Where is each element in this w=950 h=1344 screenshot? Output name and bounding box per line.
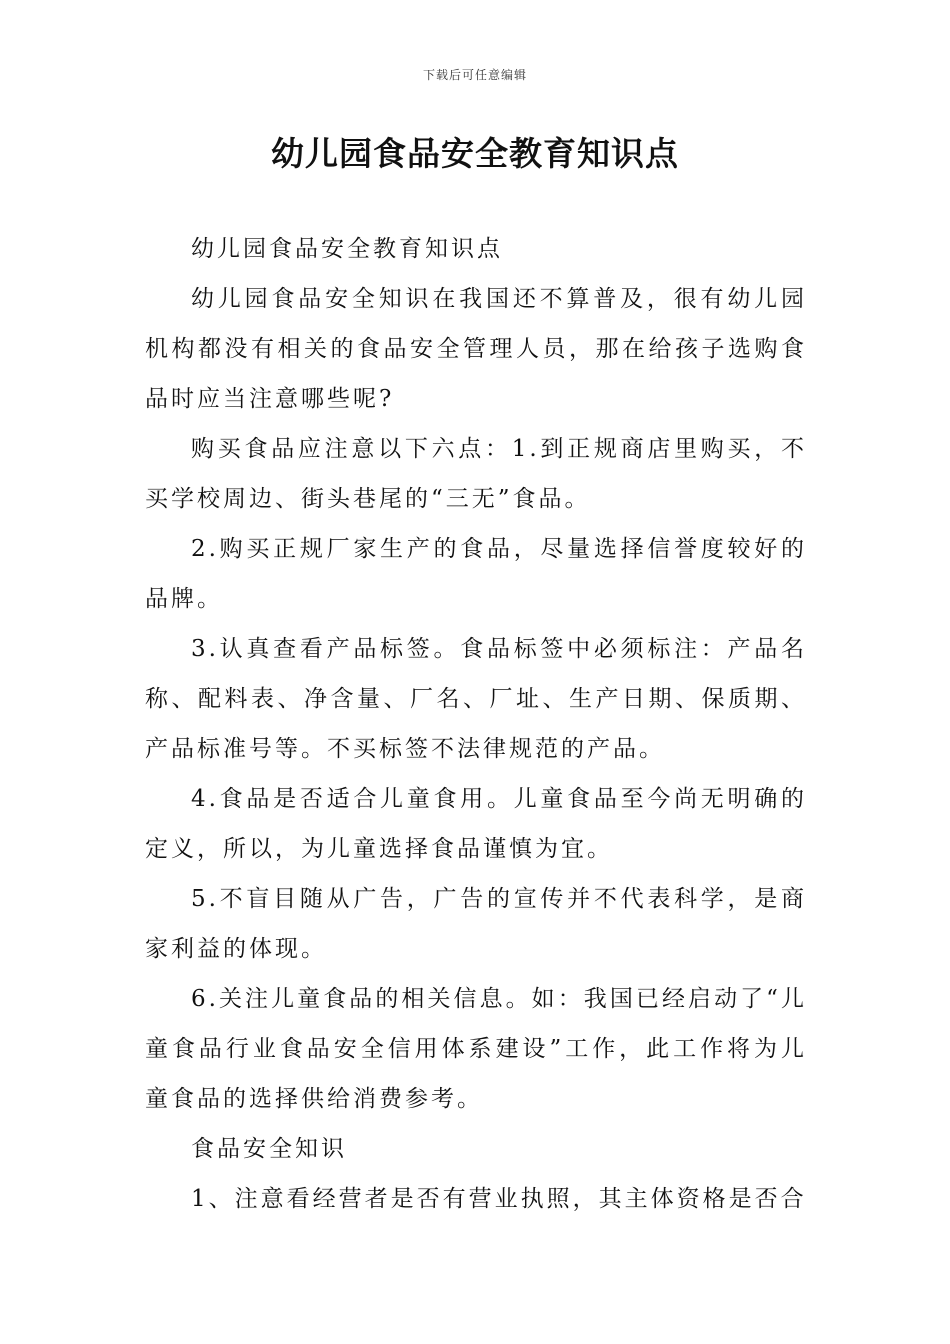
paragraph-tips-5: 5.不盲目随从广告，广告的宣传并不代表科学，是商家利益的体现。 xyxy=(145,886,807,962)
paragraph-tips-2: 2.购买正规厂家生产的食品，尽量选择信誉度较好的品牌。 xyxy=(145,536,807,612)
header-note: 下载后可任意编辑 xyxy=(422,68,527,82)
paragraph-tips-3: 3.认真查看产品标签。食品标签中必须标注：产品名称、配料表、净含量、厂名、厂址、生产日期、保质期、产品标准号等。不买标签不法律规范的产品。 xyxy=(145,636,807,762)
paragraph-tips-1: 购买食品应注意以下六点：1.到正规商店里购买，不买学校周边、街头巷尾的“三无”食品。 xyxy=(145,436,807,512)
section-heading: 食品安全知识 xyxy=(191,1136,347,1162)
document-title: 幼儿园食品安全教育知识点 xyxy=(271,134,679,173)
paragraph-intro: 幼儿园食品安全知识在我国还不算普及，很有幼儿园机构都没有相关的食品安全管理人员，那在给孩子选购食品时应当注意哪些呢? xyxy=(145,286,807,412)
paragraph-knowledge-1: 1、注意看经营者是否有营业执照，其主体资格是否合 xyxy=(191,1186,807,1212)
document-body xyxy=(145,224,807,1224)
paragraph-subtitle: 幼儿园食品安全教育知识点 xyxy=(191,236,503,262)
paragraph-tips-6: 6.关注儿童食品的相关信息。如：我国已经启动了“儿童食品行业食品安全信用体系建设”工作，此工作将为儿童食品的选择供给消费参考。 xyxy=(145,986,807,1112)
paragraph-tips-4: 4.食品是否适合儿童食用。儿童食品至今尚无明确的定义，所以，为儿童选择食品谨慎为宜。 xyxy=(145,786,807,862)
